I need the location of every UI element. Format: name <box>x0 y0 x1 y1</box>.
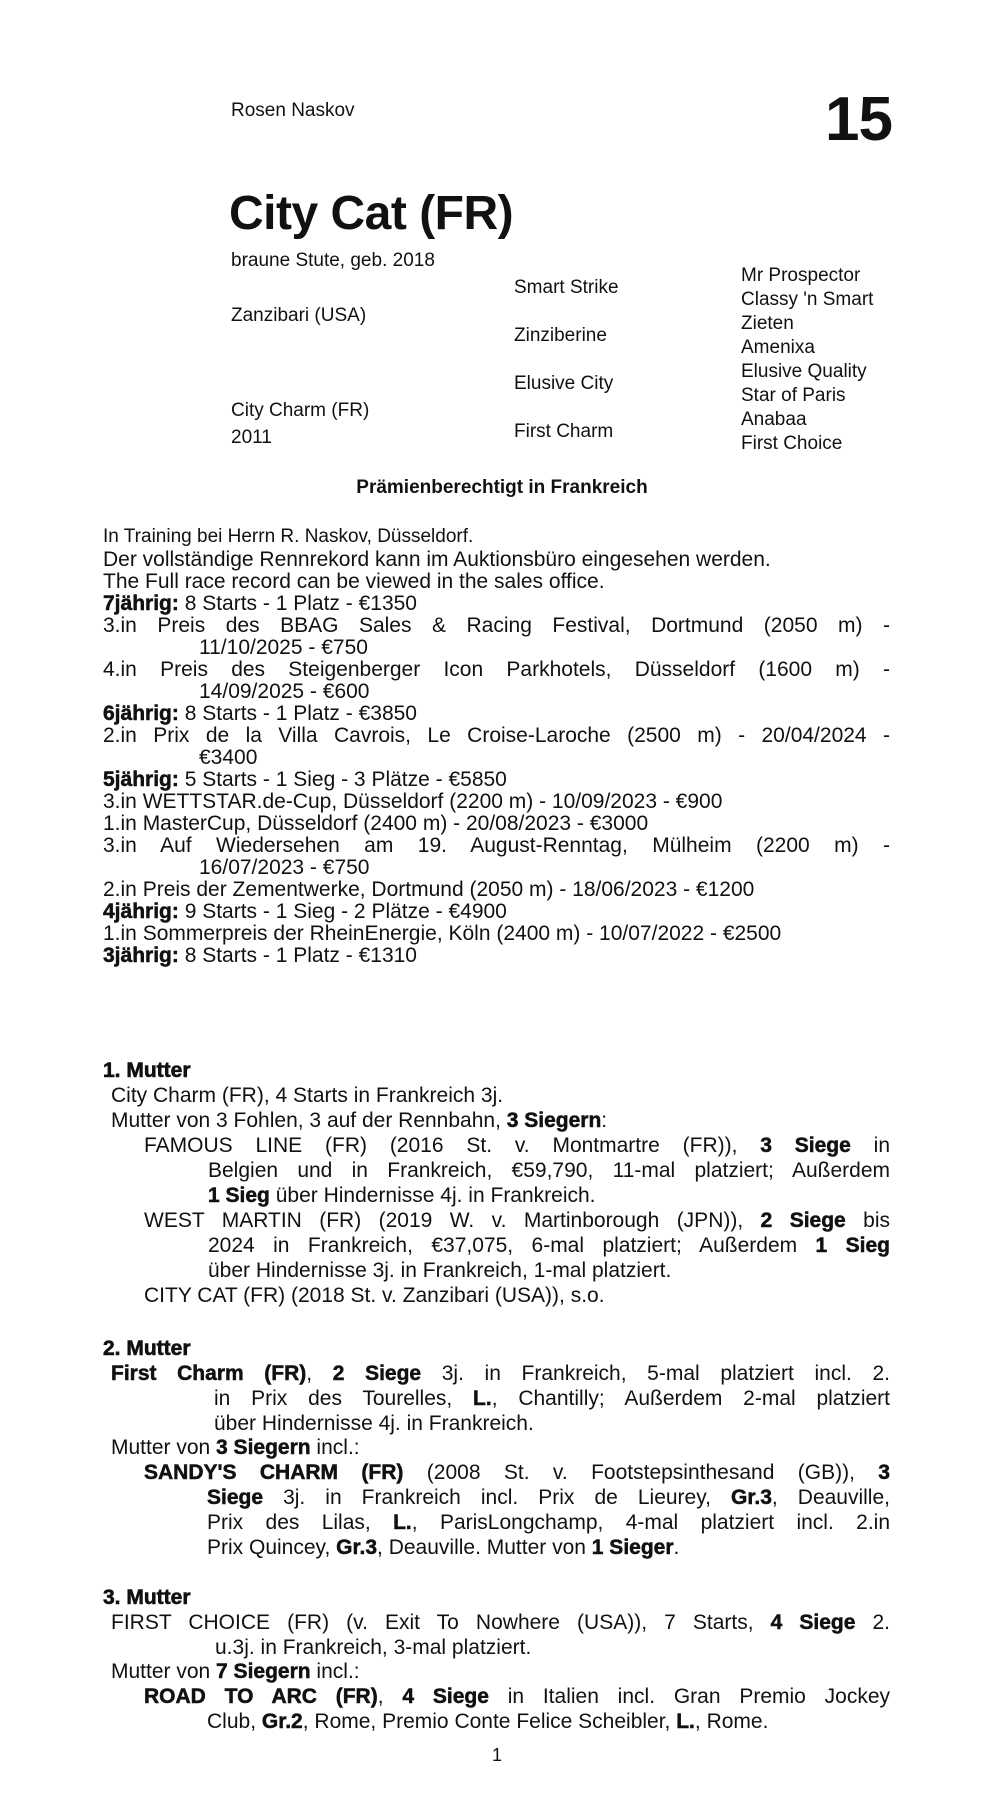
text-segment: 3.in Auf Wiedersehen am 19. August-Renntag, Mülheim (2200 m) - <box>103 834 890 857</box>
produce-entry-continued <box>207 1486 890 1510</box>
bold-text-segment: ROAD TO ARC (FR) <box>144 1685 378 1708</box>
bold-text-segment: Gr.3 <box>731 1486 772 1509</box>
season-summary <box>103 900 507 924</box>
bold-text-segment: 3 Siegern <box>506 1109 602 1132</box>
bold-text-segment: Siege <box>207 1486 264 1509</box>
bold-text-segment: 4 Siege <box>770 1611 856 1634</box>
bold-text-segment: 3 Siegern <box>216 1436 311 1459</box>
text-segment: 3j. in Frankreich incl. Prix de Lieurey, <box>263 1486 732 1509</box>
bold-text-segment: L. <box>393 1511 412 1534</box>
text-segment: 3j. in Frankreich, 5-mal platziert incl. 2. <box>421 1362 890 1385</box>
premium-eligibility-note: Prämienberechtigt in Frankreich <box>356 477 648 498</box>
bold-text-segment: 1 Sieg <box>815 1234 890 1257</box>
produce-entry <box>144 1209 890 1233</box>
text-segment: €3400 <box>199 746 258 769</box>
text-segment: FAMOUS LINE (FR) (2016 St. v. Montmartre (FR)), <box>144 1134 761 1157</box>
produce-entry <box>144 1461 890 1485</box>
record-note-en <box>103 570 605 594</box>
bold-text-segment: SANDY'S CHARM (FR) <box>144 1461 404 1484</box>
season-summary <box>103 944 417 968</box>
dam-line <box>111 1084 503 1108</box>
horse-name: City Cat (FR) <box>229 187 514 240</box>
dam-line <box>111 1611 890 1635</box>
training-info: In Training bei Herrn R. Naskov, Düsseldorf. <box>103 526 474 547</box>
bold-text-segment: Gr.2 <box>261 1710 303 1733</box>
produce-entry <box>144 1134 890 1158</box>
text-segment: , ParisLongchamp, 4-mal platziert incl. 2.in <box>411 1511 890 1534</box>
text-segment: WEST MARTIN (FR) (2019 W. v. Martinborough (JPN)), <box>144 1209 761 1232</box>
produce-entry-continued <box>208 1184 596 1208</box>
race-result <box>103 922 781 946</box>
bold-text-segment: 2 Siege <box>760 1209 846 1232</box>
dam-line-continued <box>214 1387 890 1411</box>
text-segment: 2. <box>855 1611 890 1634</box>
text-segment: 2.in Preis der Zementwerke, Dortmund (2050 m) - 18/06/2023 - €1200 <box>103 878 755 901</box>
bold-text-segment: 1 Sieg <box>208 1184 270 1207</box>
race-result <box>103 614 890 638</box>
bold-text-segment: First Charm (FR) <box>111 1362 307 1385</box>
horse-description: braune Stute, geb. 2018 <box>231 250 435 271</box>
produce-entry-continued <box>207 1710 768 1734</box>
bold-text-segment: 6jährig: <box>103 702 179 725</box>
pedigree-dam-year: 2011 <box>231 427 272 448</box>
race-result <box>103 790 722 814</box>
dam-line-continued <box>214 1412 534 1436</box>
bold-text-segment: 3 <box>878 1461 890 1484</box>
race-result <box>103 658 890 682</box>
text-segment: Mutter von <box>111 1660 217 1683</box>
produce-entry-continued <box>208 1234 890 1258</box>
pedigree-gen3: Mr Prospector <box>741 265 861 286</box>
pedigree-dam-sire: Elusive City <box>514 373 614 394</box>
dam-line-continued <box>215 1636 531 1660</box>
lot-number: 15 <box>825 85 892 154</box>
text-segment: Mutter von <box>111 1436 217 1459</box>
pedigree-gen3: First Choice <box>741 433 843 454</box>
produce-entry-continued <box>208 1159 890 1183</box>
section-heading: 1. Mutter <box>103 1059 191 1082</box>
text-segment: Der vollständige Rennrekord kann im Auktionsbüro eingesehen werden. <box>103 548 771 571</box>
text-segment: über Hindernisse 3j. in Frankreich, 1-mal platziert. <box>208 1259 672 1282</box>
text-segment: , Rome, Premio Conte Felice Scheibler, <box>302 1710 677 1733</box>
race-result-continued <box>199 746 257 770</box>
race-result-continued <box>199 680 369 704</box>
bold-text-segment: 4 Siege <box>402 1685 489 1708</box>
text-segment: incl.: <box>310 1436 360 1459</box>
bold-text-segment: L. <box>473 1387 492 1410</box>
text-segment: Prix Quincey, <box>207 1536 337 1559</box>
produce-entry-continued <box>207 1511 890 1535</box>
text-segment: 1.in MasterCup, Düsseldorf (2400 m) - 20/08/2023 - €3000 <box>103 812 649 835</box>
bold-text-segment: 2 Siege <box>332 1362 422 1385</box>
produce-entry-continued <box>208 1259 671 1283</box>
text-segment: 3.in Preis des BBAG Sales & Racing Festival, Dortmund (2050 m) - <box>103 614 890 637</box>
text-segment: in <box>850 1134 890 1157</box>
text-segment: , Chantilly; Außerdem 2-mal platziert <box>491 1387 890 1410</box>
pedigree-sire-sire: Smart Strike <box>514 277 619 298</box>
text-segment: 8 Starts - 1 Platz - €3850 <box>178 702 417 725</box>
bold-text-segment: 3jährig: <box>103 944 179 967</box>
race-result <box>103 812 648 836</box>
pedigree-gen3: Zieten <box>741 313 794 334</box>
pedigree-gen3: Elusive Quality <box>741 361 867 382</box>
section-heading: 3. Mutter <box>103 1586 191 1609</box>
text-segment: (2008 St. v. Footstepsinthesand (GB)), <box>403 1461 879 1484</box>
produce-entry-continued <box>207 1536 679 1560</box>
text-segment: 1.in Sommerpreis der RheinEnergie, Köln (2400 m) - 10/07/2022 - €2500 <box>103 922 782 945</box>
record-note-de <box>103 548 890 572</box>
consignor-name: Rosen Naskov <box>231 100 355 121</box>
pedigree-sire: Zanzibari (USA) <box>231 305 367 326</box>
bold-text-segment: 3 Siege <box>760 1134 851 1157</box>
text-segment: u.3j. in Frankreich, 3-mal platziert. <box>215 1636 532 1659</box>
text-segment: , <box>377 1685 403 1708</box>
text-segment: 4.in Preis des Steigenberger Icon Parkhotels, Düsseldorf (1600 m) - <box>103 658 890 681</box>
season-summary <box>103 768 507 792</box>
text-segment: über Hindernisse 4j. in Frankreich. <box>214 1412 534 1435</box>
produce-entry <box>144 1685 890 1709</box>
text-segment: Prix des Lilas, <box>207 1511 394 1534</box>
text-segment: 9 Starts - 1 Sieg - 2 Plätze - €4900 <box>178 900 507 923</box>
text-segment: The Full race record can be viewed in the sales office. <box>103 570 605 593</box>
text-segment: , Deauville, <box>771 1486 890 1509</box>
text-segment: City Charm (FR), 4 Starts in Frankreich 3j. <box>111 1084 504 1107</box>
text-segment: 14/09/2025 - €600 <box>199 680 370 703</box>
text-segment: 2.in Prix de la Villa Cavrois, Le Croise-Laroche (2500 m) - 20/04/2024 - <box>103 724 890 747</box>
text-segment: 11/10/2025 - €750 <box>199 636 368 659</box>
text-segment: 3.in WETTSTAR.de-Cup, Düsseldorf (2200 m) - 10/09/2023 - €900 <box>103 790 723 813</box>
bold-text-segment: 4jährig: <box>103 900 179 923</box>
pedigree-gen3: Anabaa <box>741 409 807 430</box>
text-segment: 8 Starts - 1 Platz - €1310 <box>178 944 417 967</box>
text-segment: 16/07/2023 - €750 <box>199 856 370 879</box>
bold-text-segment: Gr.3 <box>336 1536 378 1559</box>
text-segment: , Rome. <box>694 1710 769 1733</box>
pedigree-gen3: Classy 'n Smart <box>741 289 874 310</box>
text-segment: in Prix des Tourelles, <box>214 1387 474 1410</box>
bold-text-segment: 1 Sieger <box>591 1536 674 1559</box>
pedigree-sire-dam: Zinziberine <box>514 325 607 346</box>
race-result <box>103 834 890 858</box>
text-segment: , Deauville. Mutter von <box>377 1536 592 1559</box>
page-number: 1 <box>491 1745 502 1765</box>
bold-text-segment: 7jährig: <box>103 592 179 615</box>
text-segment: FIRST CHOICE (FR) (v. Exit To Nowhere (USA)), 7 Starts, <box>111 1611 771 1634</box>
race-result <box>103 878 754 902</box>
pedigree-dam: City Charm (FR) <box>231 400 370 421</box>
text-segment: Mutter von 3 Fohlen, 3 auf der Rennbahn, <box>111 1109 507 1132</box>
dam-line <box>111 1362 890 1386</box>
pedigree-gen3: Amenixa <box>741 337 815 358</box>
dam-line <box>111 1660 360 1684</box>
produce-entry <box>144 1284 605 1308</box>
pedigree-dam-dam: First Charm <box>514 421 614 442</box>
text-segment: . <box>673 1536 680 1559</box>
dam-line <box>111 1436 360 1460</box>
race-result <box>103 724 890 748</box>
season-summary <box>103 702 417 726</box>
text-segment: , <box>306 1362 333 1385</box>
bold-text-segment: 5jährig: <box>103 768 179 791</box>
section-heading: 2. Mutter <box>103 1337 191 1360</box>
pedigree-gen3: Star of Paris <box>741 385 846 406</box>
race-result-continued <box>199 636 368 660</box>
text-segment: 8 Starts - 1 Platz - €1350 <box>178 592 417 615</box>
season-summary <box>103 592 417 616</box>
text-segment: CITY CAT (FR) (2018 St. v. Zanzibari (USA)), s.o. <box>144 1284 605 1307</box>
bold-text-segment: 7 Siegern <box>216 1660 311 1683</box>
text-segment: 2024 in Frankreich, €37,075, 6-mal platziert; Außerdem <box>208 1234 816 1257</box>
text-segment: incl.: <box>310 1660 360 1683</box>
text-segment: über Hindernisse 4j. in Frankreich. <box>269 1184 596 1207</box>
bold-text-segment: L. <box>676 1710 695 1733</box>
text-segment: 5 Starts - 1 Sieg - 3 Plätze - €5850 <box>178 768 507 791</box>
text-segment: Belgien und in Frankreich, €59,790, 11-mal platziert; Außerdem <box>208 1159 890 1182</box>
text-segment: Club, <box>207 1710 262 1733</box>
race-result-continued <box>199 856 369 880</box>
text-segment: bis <box>845 1209 890 1232</box>
text-segment: in Italien incl. Gran Premio Jockey <box>488 1685 890 1708</box>
text-segment: : <box>601 1109 608 1132</box>
dam-line <box>111 1109 607 1133</box>
